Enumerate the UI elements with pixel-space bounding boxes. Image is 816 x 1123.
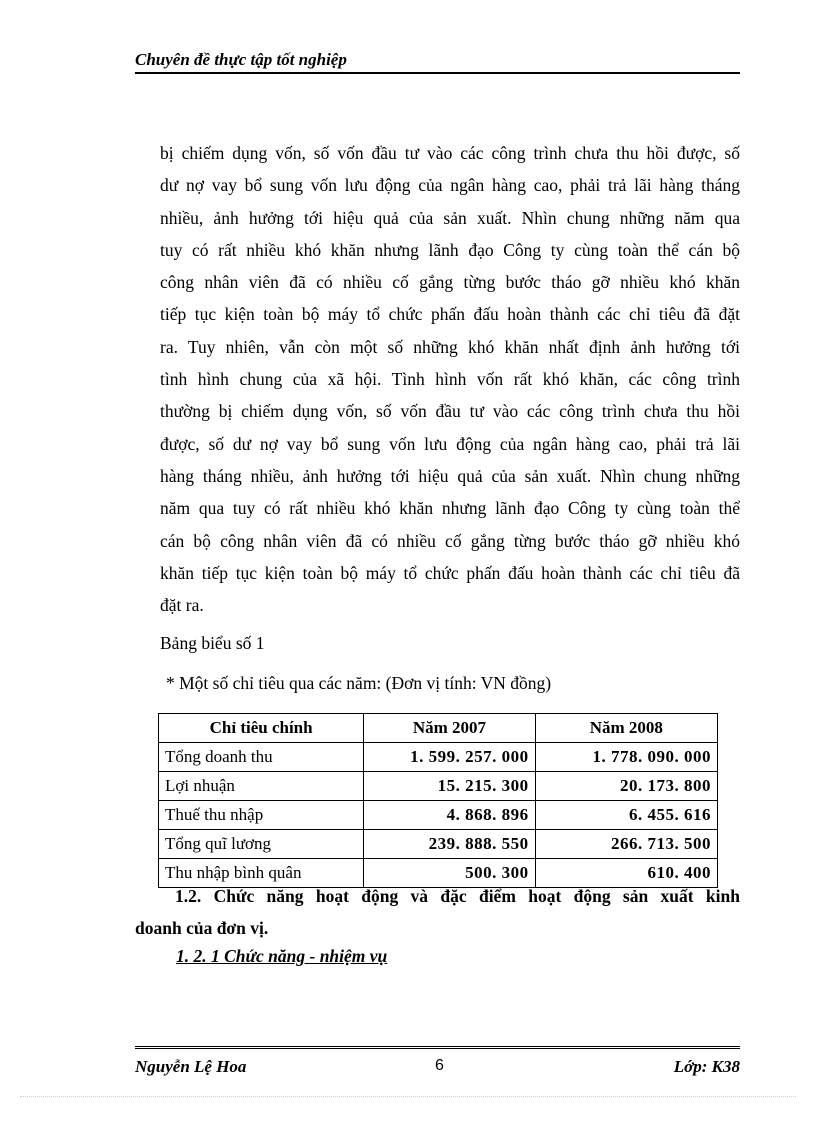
row-label: Thuế thu nhập — [159, 801, 364, 830]
column-header: Năm 2008 — [535, 714, 717, 743]
section-heading — [135, 880, 740, 944]
indicators-table — [158, 713, 718, 888]
subsection-heading: 1. 2. 1 Chức năng - nhiệm vụ — [176, 946, 388, 966]
footer-author: Nguyễn Lệ Hoa — [135, 1057, 247, 1076]
section-heading-line: doanh của đơn vị. — [135, 918, 269, 938]
body-line: nhiều, ảnh hưởng tới hiệu quả của sản xuất. Nhìn chung những năm qua — [160, 207, 740, 228]
column-header: Chỉ tiêu chính — [159, 714, 364, 743]
table-row — [159, 801, 718, 830]
table-header-row — [159, 714, 718, 743]
row-label: Tổng quĩ lương — [159, 830, 364, 859]
table-row — [159, 743, 718, 772]
row-label: Thu nhập bình quân — [159, 859, 364, 888]
row-label: Tổng doanh thu — [159, 743, 364, 772]
value-2008: 266. 713. 500 — [535, 830, 717, 859]
body-line: hàng tháng nhiều, ảnh hưởng tới hiệu quả của sản xuất. Nhìn chung những — [160, 465, 740, 486]
body-line: đặt ra. — [160, 595, 204, 616]
body-line: năm qua tuy có rất nhiều khó khăn nhưng lãnh đạo Công ty cùng toàn thể — [160, 498, 740, 519]
value-2007: 239. 888. 550 — [364, 830, 535, 859]
value-2007: 4. 868. 896 — [364, 801, 535, 830]
page-footer — [135, 1046, 740, 1079]
page-edge-divider — [20, 1096, 796, 1097]
section-heading-line: 1.2. Chức năng hoạt động và đặc điểm hoạt động sản xuất kinh — [175, 886, 740, 906]
value-2008: 6. 455. 616 — [535, 801, 717, 830]
page-header — [135, 50, 740, 74]
table-row — [159, 830, 718, 859]
body-line: bị chiếm dụng vốn, số vốn đầu tư vào các công trình chưa thu hồi được, số — [160, 143, 740, 163]
body-line: khăn tiếp tục kiện toàn bộ máy tổ chức phấn đấu hoàn thành các chỉ tiêu đã — [160, 562, 740, 583]
body-line: tình hình chung của xã hội. Tình hình vốn rất khó khăn, các công trình — [160, 369, 740, 390]
column-header: Năm 2007 — [364, 714, 535, 743]
body-line: cán bộ công nhân viên đã có nhiều cố gắng từng bước tháo gỡ nhiều khó — [160, 530, 740, 551]
header-title: Chuyên đề thực tập tốt nghiệp — [135, 50, 347, 69]
value-2008: 20. 173. 800 — [535, 772, 717, 801]
table-row — [159, 772, 718, 801]
value-2007: 1. 599. 257. 000 — [364, 743, 535, 772]
value-2008: 610. 400 — [535, 859, 717, 888]
body-line: dư nợ vay bổ sung vốn lưu động của ngân hàng cao, phải trả lãi hàng tháng — [160, 175, 740, 196]
body-line: tuy có rất nhiều khó khăn nhưng lãnh đạo Công ty cùng toàn thể cán bộ — [160, 239, 740, 260]
body-paragraph — [160, 137, 740, 621]
value-2007: 500. 300 — [364, 859, 535, 888]
table-caption: Bảng biểu số 1 — [160, 633, 265, 653]
value-2007: 15. 215. 300 — [364, 772, 535, 801]
body-line: tiếp tục kiện toàn bộ máy tổ chức phấn đấu hoàn thành các chỉ tiêu đã đặt — [160, 304, 740, 325]
value-2008: 1. 778. 090. 000 — [535, 743, 717, 772]
body-line: được, số dư nợ vay bổ sung vốn lưu động của ngân hàng cao, phải trả lãi — [160, 433, 740, 454]
table-subcaption: * Một số chỉ tiêu qua các năm: (Đơn vị tính: VN đồng) — [166, 673, 552, 693]
body-line: công nhân viên đã có nhiều cố gắng từng bước tháo gỡ nhiều khó khăn — [160, 272, 740, 293]
row-label: Lợi nhuận — [159, 772, 364, 801]
body-line: ra. Tuy nhiên, vẫn còn một số những khó khăn nhất định ảnh hưởng tới — [160, 336, 740, 357]
footer-class: Lớp: K38 — [673, 1057, 740, 1076]
page-number: 6 — [435, 1057, 444, 1074]
body-line: thường bị chiếm dụng vốn, số vốn đầu tư vào các công trình chưa thu hồi — [160, 401, 740, 422]
